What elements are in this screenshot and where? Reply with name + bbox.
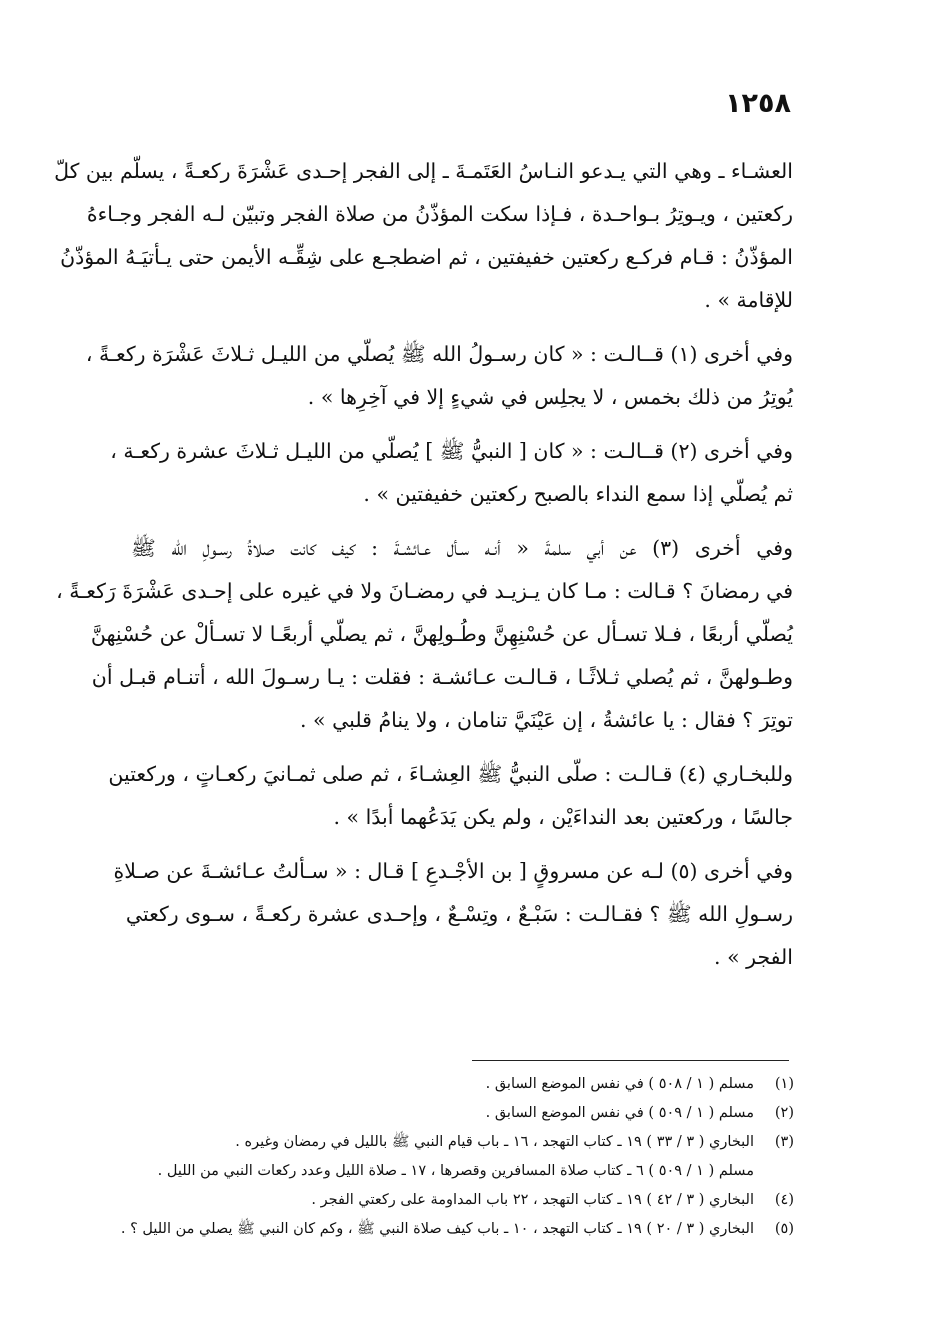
text-line: المؤذّنُ : قـام فركـع ركعتين خفيفتين ، ثم اضطجـع على شِقِّـه الأيمن حتى يـأتيَـهُ المؤذّنُ <box>60 245 793 269</box>
footnote-number: (١) <box>774 1076 794 1092</box>
text-line: يُصلّي أربعًا ، فـلا تسـأل عن حُسْنِهِنَّ وطُـولِهنَّ ، ثم يصلّي أربعًـا لا تسـألْ عن حُسْنِهنَّ <box>90 622 793 646</box>
text-line: العشـاء ـ وهي التي يـدعو النـاسُ العَتَمـةَ ـ إلى الفجر إحـدى عَشْرَةَ ركعـةً ، يسلّم بين كلّ <box>54 159 793 183</box>
footnotes <box>120 1070 794 1244</box>
text-line: في رمضانَ ؟ قـالت : مـا كان يـزيـد في رمضـانَ ولا في غيره على إحـدى عَشْرَةَ رَكعـةً ، <box>56 579 793 603</box>
footnote-number: (٤) <box>774 1192 794 1208</box>
paragraph-1 <box>54 150 793 322</box>
text-line: وفي أخرى (٥) لـه عن مسروقٍ [ بن الأجْـدعِ ] قـال : « سـألتُ عـائشـةَ عن صـلاةِ <box>113 859 793 883</box>
main-text <box>54 150 793 990</box>
footnote-text: البخاري ( ٣ / ٢٠ ) ١٩ ـ كتاب التهجد ، ١٠ ـ باب كيف صلاة النبي ﷺ ، وكم كان النبي ﷺ يصلي من الليل ؟ . <box>120 1221 754 1237</box>
paragraph-4 <box>56 527 793 742</box>
text-line: ثم يُصلّي إذا سمع النداء بالصبح ركعتين خفيفتين » . <box>363 482 793 506</box>
text-line: للإقامة » . <box>704 288 793 312</box>
text-line: وفي أخرى (٢) قــالـت : « كان [ النبيُّ ﷺ ] يُصلّي من الليـل ثـلاثَ عشرة ركعـة ، <box>110 439 793 463</box>
footnote-3-continuation <box>129 1157 794 1186</box>
footnote-1 <box>129 1070 794 1099</box>
paragraph-3 <box>110 430 793 516</box>
paragraph-5 <box>108 753 793 839</box>
footnote-text: البخاري ( ٣ / ٣٣ ) ١٩ ـ كتاب التهجد ، ١٦ ـ باب قيام النبي ﷺ بالليل في رمضان وغيره . <box>235 1134 754 1150</box>
paragraph-6 <box>113 850 793 979</box>
footnote-2 <box>129 1099 794 1128</box>
paragraph-2 <box>85 333 793 419</box>
footnote-text: مسلم ( ١ / ٥٠٩ ) ٦ ـ كتاب صلاة المسافرين وقصرها ، ١٧ ـ صلاة الليل وعدد ركعات النبي من الليل . <box>157 1163 754 1179</box>
text-line: جالسًا ، وركعتين بعد النداءَيْن ، ولم يكن يَدَعُهما أبدًا » . <box>333 805 793 829</box>
text-line: وفي أخرى (١) قــالـت : « كان رسـولُ الله ﷺ يُصلّي من الليـل ثـلاثَ عَشْرَة ركعـةً ، <box>85 342 793 366</box>
text-line: وفي أخرى (٣) عن أبي سلمةَ « أنـه سـأل عـائشـةَ : كيف كانت صلاةُ رسـولِ الله ﷺ <box>131 536 793 560</box>
text-line: وللبخـاري (٤) قـالـت : صلّى النبيُّ ﷺ العِشـاءَ ، ثم صلى ثمـانيَ ركعـاتٍ ، وركعتين <box>108 762 793 786</box>
footnote-4 <box>129 1186 794 1215</box>
text-line: وطـولهنَّ ، ثم يُصلي ثـلاثًـا ، قـالـت عـائشـة : فقلت : يـا رسـولَ الله ، أتنـام قبـل أن <box>91 665 793 689</box>
text-line: يُوتِرُ من ذلك بخمس ، لا يجلِس في شيءٍ إلا في آخِرِها » . <box>307 385 793 409</box>
footnote-3 <box>129 1128 794 1157</box>
text-line: ركعتين ، ويـوتِرُ بـواحـدة ، فـإذا سكت المؤذّنُ من صلاة الفجر وتبيّن لـه الفجر وجـاءهُ <box>86 202 793 226</box>
text-line: توتِرَ ؟ فقال : يا عائشةُ ، إن عَيْنَيَّ تنامان ، ولا ينامُ قلبي » . <box>299 708 793 732</box>
footnote-number: (٢) <box>774 1105 794 1121</box>
footnote-text: البخاري ( ٣ / ٤٢ ) ١٩ ـ كتاب التهجد ، ٢٢ باب المداومة على ركعتي الفجر . <box>311 1192 754 1208</box>
text-line: الفجر » . <box>714 945 793 969</box>
footnote-number: (٣) <box>774 1134 794 1150</box>
text-line: رسـولِ الله ﷺ ؟ فقـالـت : سَبْـعٌ ، وتِسْـعٌ ، وإحـدى عشرة ركعـةً ، سـوى ركعتي <box>125 902 793 926</box>
footnote-text: مسلم ( ١ / ٥٠٩ ) في نفس الموضع السابق . <box>485 1105 754 1121</box>
footnote-number: (٥) <box>774 1221 794 1237</box>
page-number: ١٢٥٨ <box>725 88 791 119</box>
footnote-text: مسلم ( ١ / ٥٠٨ ) في نفس الموضع السابق . <box>485 1076 754 1092</box>
footnote-5 <box>120 1215 794 1244</box>
footnote-divider <box>472 1060 789 1061</box>
